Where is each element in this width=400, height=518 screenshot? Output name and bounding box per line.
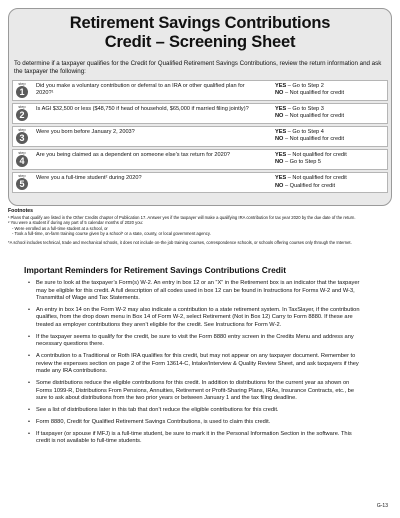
step-question: Is AGI $32,500 or less ($48,750 if head of household, $65,000 if married filing jointly)?: [36, 106, 249, 113]
footnote-2b: - Took a full-time, on-farm training course given by a school* or a state, county, or local government agency.: [12, 231, 211, 237]
title-line-2: Credit – Screening Sheet: [104, 33, 296, 51]
step-answers: [275, 83, 387, 97]
title-line-1: Retirement Savings Contributions: [69, 14, 331, 32]
footnote-1: ¹ Plans that qualify are listed in the Other Credits chapter of Publication 17. Answer yes if the taxpayer will make a qualifying IRA contribution for tax year 2020 by the due date of the return.: [8, 214, 356, 220]
footnotes-heading: Footnotes: [8, 208, 34, 214]
intro-text: To determine if a taxpayer qualifies for the Credit for Qualified Retirement Savings Contributions, review the return information and ask the taxpayer the following:: [14, 60, 382, 76]
yes-label: YES: [275, 83, 287, 89]
reminder-text: If the taxpayer seems to qualify for the credit, be sure to visit the Form 8880 entry screen in the Credits Menu and address any necessary questions there.: [36, 333, 354, 348]
list-item: [28, 333, 362, 349]
yes-outcome: – Go to Step 3: [286, 106, 324, 113]
step-answers: [275, 106, 387, 120]
bullet-icon: •: [28, 280, 30, 286]
step-number: 2: [16, 109, 28, 121]
step-row: [12, 149, 388, 170]
reminder-text: Some distributions reduce the eligible contributions for this credit. In addition to distributions for the current year as shown on Forms 1099-R, Distributions From Pensions, Annuities, Retirement or Profit-Sharing Plans, IRAs, Insurance Contracts, etc., be sure to ask about distributions from the two prior years or between January 1 and the tax filing deadline.: [36, 380, 354, 402]
list-item: [28, 306, 362, 330]
step-question: Did you make a voluntary contribution or deferral to an IRA or other qualified plan for 2020?¹: [36, 83, 245, 97]
page-number: G-13: [376, 503, 388, 509]
bullet-icon: •: [28, 430, 30, 437]
yes-outcome: – Not qualified for credit: [286, 175, 347, 182]
footnote-3: *A school includes technical, trade and mechanical schools, it does not include on-the job training courses, correspondence schools, or schools offering courses only through the Internet.: [8, 239, 352, 245]
step-answers: [275, 129, 387, 143]
step-row: [12, 80, 388, 101]
no-outcome: – Not qualified for credit: [283, 136, 345, 143]
step-word: step: [18, 105, 26, 110]
no-outcome: – Not qualified for credit: [283, 113, 345, 120]
list-item: [28, 280, 362, 303]
footnote-2: ² You were a student if during any part of 5 calendar months of 2020 you:: [8, 220, 144, 226]
no-outcome: – Go to Step 5: [283, 159, 322, 166]
step-answers: [275, 152, 387, 166]
step-row: [12, 126, 388, 147]
step-row: [12, 172, 388, 193]
step-row: [12, 103, 388, 124]
step-badge: [15, 105, 29, 121]
step-answers: [275, 175, 387, 189]
bullet-icon: •: [28, 418, 30, 425]
list-item: [28, 380, 362, 403]
bullet-icon: •: [28, 333, 30, 340]
step-word: step: [18, 151, 26, 156]
step-badge: [15, 128, 29, 144]
yes-outcome: – Not qualified for credit: [286, 152, 347, 159]
list-item: [28, 430, 362, 446]
bullet-icon: •: [28, 306, 30, 313]
no-outcome: – Qualified for credit: [283, 182, 336, 189]
yes-outcome: – Go to Step 4: [286, 129, 324, 136]
page-title: [0, 14, 400, 52]
step-badge: [15, 82, 29, 98]
bullet-icon: •: [28, 406, 30, 413]
no-label: NO: [275, 90, 284, 97]
list-item: [28, 353, 362, 376]
reminder-text: See a list of distributions later in this tab that don’t reduce the eligible contributions for this credit.: [36, 406, 279, 413]
yes-label: YES: [275, 129, 287, 136]
no-label: NO: [275, 136, 284, 143]
reminders-list: [28, 280, 362, 450]
list-item: [28, 418, 362, 427]
reminder-text: Be sure to look at the taxpayer’s Form(s) W-2. An entry in box 12 or an “X” in the Retirement box is an indicator that the taxpayer may be eligible for this credit. A full description of all codes used in box 12 can be found in Instructions for Forms W-2 and W-3, Transmittal of Wage and Tax Statements.: [36, 280, 360, 301]
steps-list: [12, 80, 388, 195]
reminder-text: A contribution to a Traditional or Roth IRA qualifies for this credit, but may not appear on any taxpayer document. Remember to review the expenses section on page 2 of the Form 13614-C, Intake/Interview & Quality Review Sheet, and ask taxpayers if they made any IRA contributions.: [36, 353, 359, 375]
step-question: Were you born before January 2, 2003?: [36, 129, 135, 136]
step-number: 4: [16, 155, 28, 167]
no-label: NO: [275, 182, 284, 189]
footnotes: [8, 209, 388, 246]
yes-label: YES: [275, 106, 287, 113]
no-outcome: – Not qualified for credit: [283, 90, 345, 97]
reminder-text: An entry in box 14 on the Form W-2 may also indicate a contribution to a state retirement system. In TaxSlayer, if the contribution qualifies, from the drop down menu in Box 14 of Form W-2, select Retirement (Not in Box 12) Carry to Form 8880. If these are treated as employer contributions they aren’t eligible for the credit. See Instructions for Form W-2.: [36, 306, 360, 328]
reminders-heading: Important Reminders for Retirement Savings Contributions Credit: [24, 265, 286, 275]
step-question: Were you a full-time student² during 2020?: [36, 175, 142, 182]
step-word: step: [18, 174, 26, 179]
step-question: Are you being claimed as a dependent on someone else’s tax return for 2020?: [36, 152, 230, 159]
no-label: NO: [275, 113, 284, 120]
list-item: [28, 406, 362, 415]
step-number: 1: [16, 86, 28, 98]
yes-label: YES: [275, 152, 287, 159]
step-word: step: [18, 128, 26, 133]
reminder-text: If taxpayer (or spouse if MFJ) is a full-time student, be sure to mark it in the Personal Information Section in the software. This credit is not available to full-time students.: [36, 430, 352, 445]
bullet-icon: •: [28, 380, 30, 387]
footnote-2a: - Were enrolled as a full-time student at a school, or: [12, 225, 108, 231]
step-badge: [15, 151, 29, 167]
yes-label: YES: [275, 175, 287, 182]
step-number: 3: [16, 132, 28, 144]
step-badge: [15, 174, 29, 190]
reminder-text: Form 8880, Credit for Qualified Retirement Savings Contributions, is used to claim this credit.: [36, 418, 271, 425]
step-word: step: [18, 82, 26, 86]
step-number: 5: [16, 178, 28, 190]
no-label: NO: [275, 159, 284, 166]
bullet-icon: •: [28, 353, 30, 360]
yes-outcome: – Go to Step 2: [286, 83, 324, 89]
